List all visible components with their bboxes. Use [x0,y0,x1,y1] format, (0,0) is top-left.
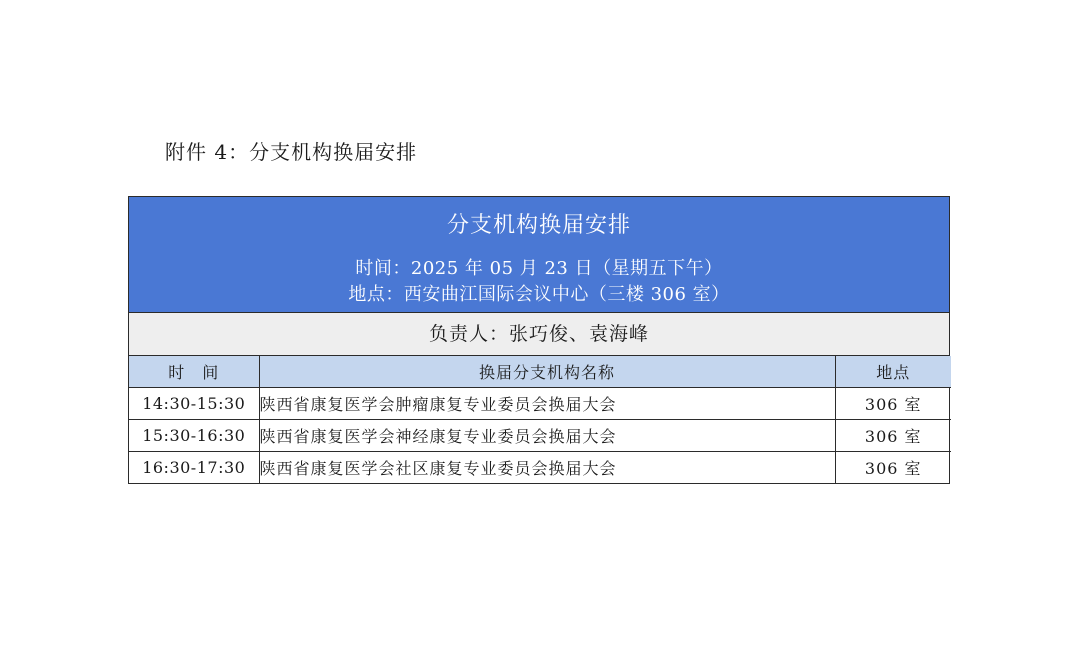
table-row [129,452,951,484]
schedule-header [129,197,949,313]
row-time: 14:30-15:30 [129,388,259,420]
schedule-table [128,196,950,484]
table-row [129,388,951,420]
column-header-name: 换届分支机构名称 [259,356,835,388]
row-name: 陕西省康复医学会神经康复专业委员会换届大会 [259,420,835,452]
responsible-persons: 负责人：张巧俊、袁海峰 [129,313,949,356]
schedule-rows-table [129,356,951,483]
schedule-title: 分支机构换届安排 [446,213,631,238]
row-time: 15:30-16:30 [129,420,259,452]
row-name: 陕西省康复医学会肿瘤康复专业委员会换届大会 [259,388,835,420]
schedule-place: 地点：西安曲江国际会议中心（三楼 306 室） [348,284,730,305]
row-place: 306 室 [835,420,951,452]
row-name: 陕西省康复医学会社区康复专业委员会换届大会 [259,452,835,484]
row-time: 16:30-17:30 [129,452,259,484]
row-place: 306 室 [835,452,951,484]
table-row [129,420,951,452]
column-header-row [129,356,951,388]
column-header-time: 时 间 [129,356,259,388]
row-place: 306 室 [835,388,951,420]
schedule-time: 时间：2025 年 05 月 23 日（星期五下午） [355,258,723,279]
column-header-place: 地点 [835,356,951,388]
attachment-title: 附件 4：分支机构换届安排 [165,140,418,164]
